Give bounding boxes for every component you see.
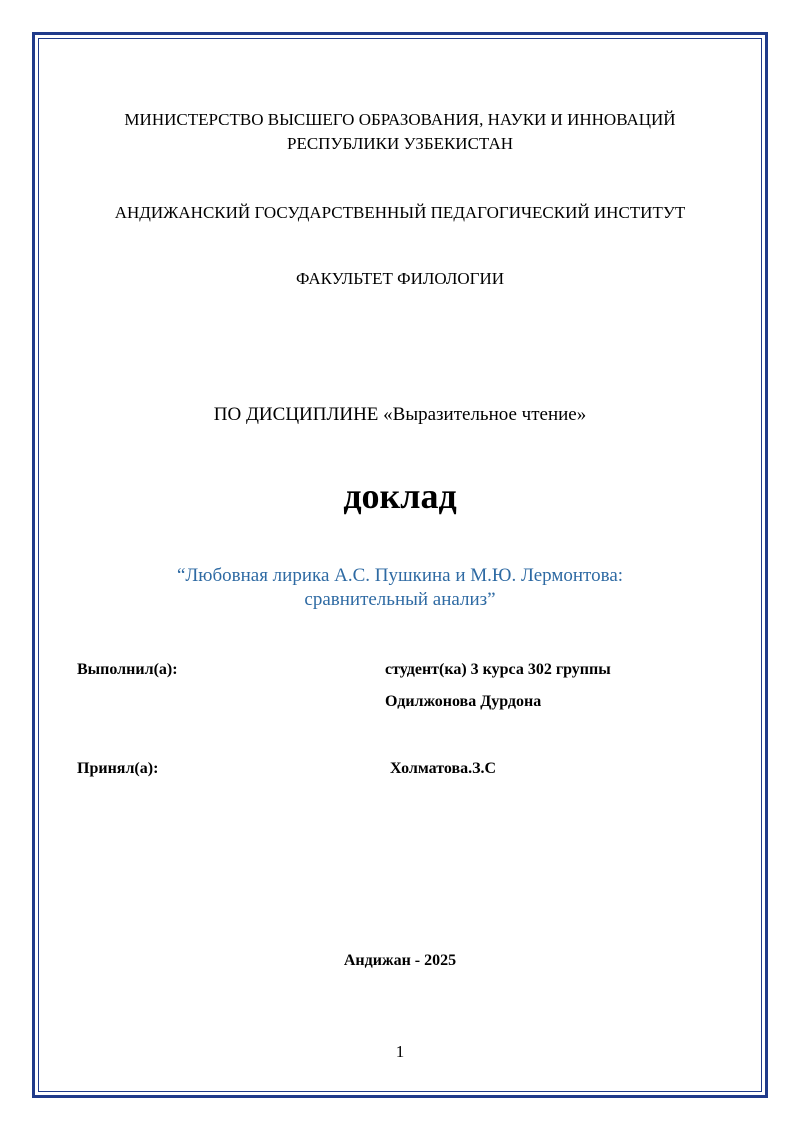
city-year: Андижан - 2025 — [343, 952, 457, 969]
accepted-by-label: Принял(а): — [77, 760, 159, 777]
document-type-title: доклад — [343, 476, 457, 516]
ministry-heading — [40, 108, 760, 156]
ministry-line-1: МИНИСТЕРСТВО ВЫСШЕГО ОБРАЗОВАНИЯ, НАУКИ И ИННОВАЦИЙ — [124, 110, 676, 129]
institute-heading: АНДИЖАНСКИЙ ГОСУДАРСТВЕННЫЙ ПЕДАГОГИЧЕСКИЙ ИНСТИТУТ — [114, 203, 686, 222]
page-number: 1 — [395, 1042, 405, 1061]
discipline-line: ПО ДИСЦИПЛИНЕ «Выразительное чтение» — [213, 404, 587, 425]
student-group: студент(ка) 3 курса 302 группы — [385, 661, 611, 678]
performed-by-label: Выполнил(а): — [77, 661, 178, 678]
ministry-line-2: РЕСПУБЛИКИ УЗБЕКИСТАН — [286, 134, 514, 153]
faculty-heading: ФАКУЛЬТЕТ ФИЛОЛОГИИ — [295, 269, 505, 288]
student-name: Одилжонова Дурдона — [385, 693, 542, 710]
report-topic — [40, 564, 760, 612]
topic-line-1: “Любовная лирика А.С. Пушкина и М.Ю. Лермонтова: — [176, 565, 624, 586]
teacher-name: Холматова.З.С — [390, 760, 497, 777]
topic-line-2: сравнительный анализ” — [304, 589, 496, 610]
